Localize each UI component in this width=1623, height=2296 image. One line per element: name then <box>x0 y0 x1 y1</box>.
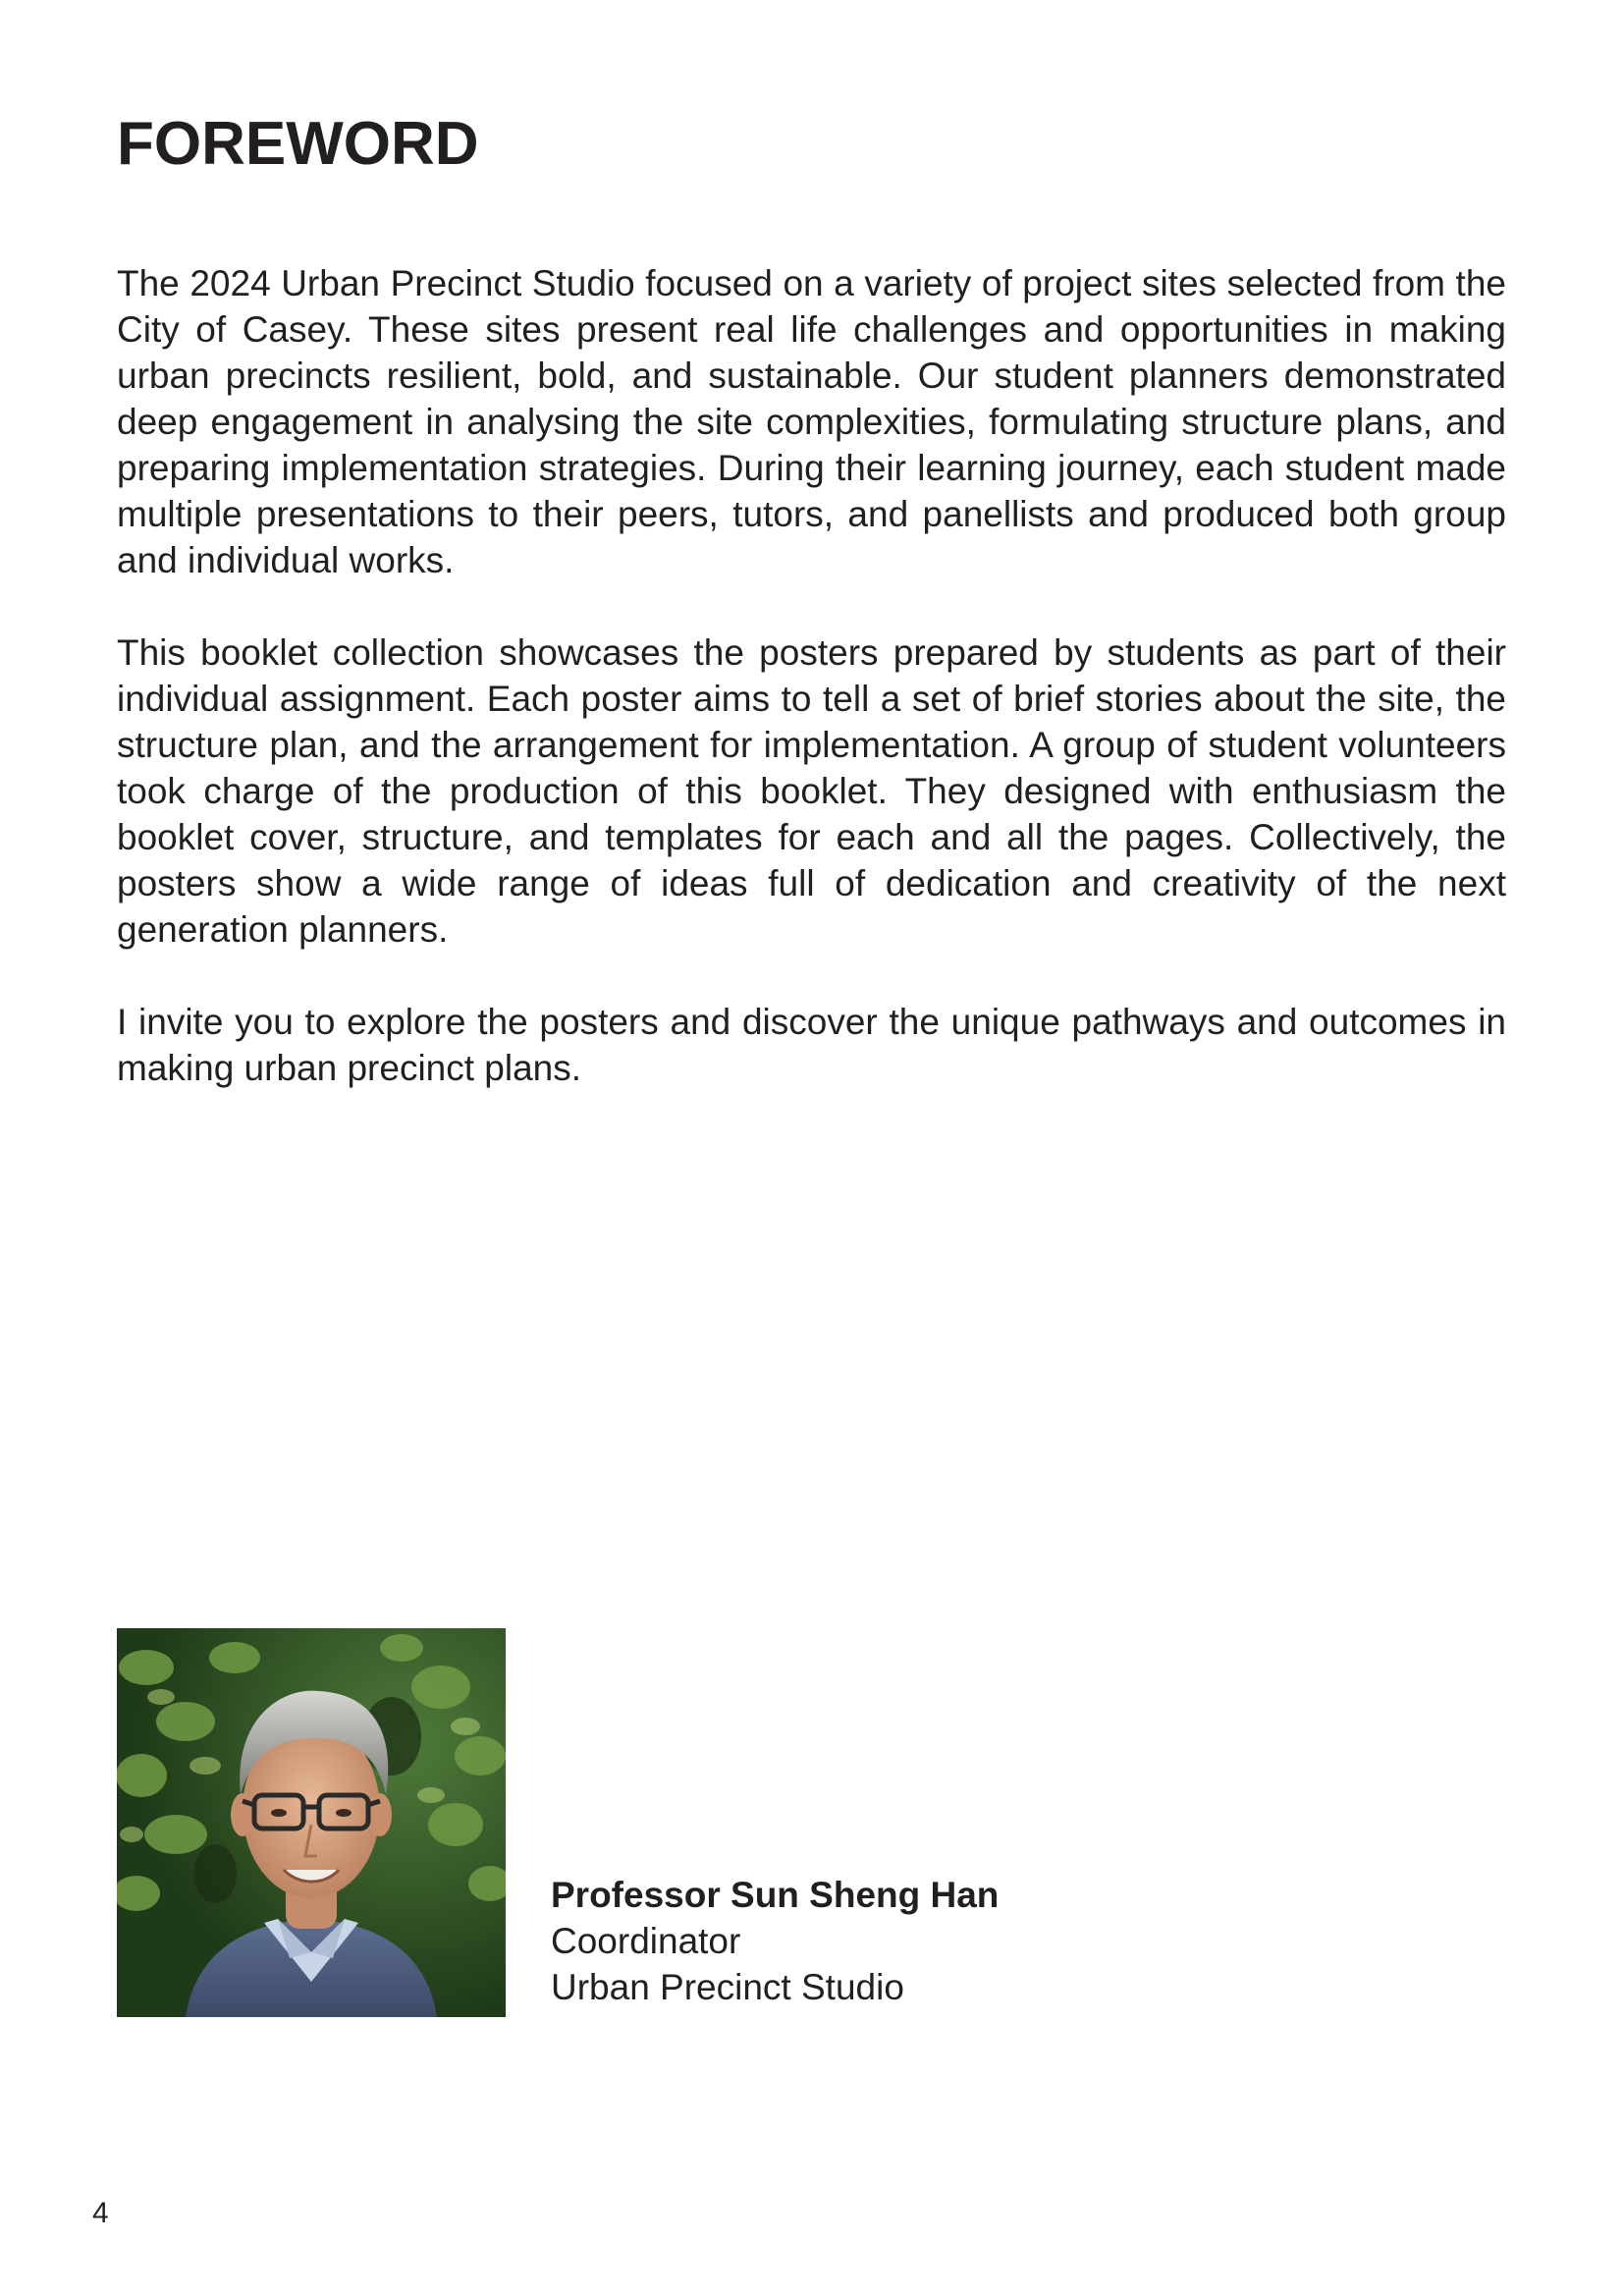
paragraph-3: I invite you to explore the posters and discover the unique pathways and outcomes in making urban precinct plans. <box>117 1002 1506 1088</box>
page-title: FOREWORD <box>117 110 479 178</box>
author-name: Professor Sun Sheng Han <box>551 1875 1000 1915</box>
author-organization: Urban Precinct Studio <box>551 1967 904 2007</box>
page-number: 4 <box>92 2197 109 2229</box>
signature-block <box>551 1872 999 2010</box>
author-portrait-photo <box>117 1628 506 2017</box>
foreword-body <box>117 260 1506 1137</box>
author-role: Coordinator <box>551 1921 741 1961</box>
paragraph-2: This booklet collection showcases the posters prepared by students as part of their individual assignment. Each poster aims to tell a set of brief stories about the site, the structure plan, and the arrangement for implementation. A group of student volunteers took charge of the production of this booklet. They designed with enthusiasm the booklet cover, structure, and templates for each and all the pages. Collectively, the posters show a wide range of ideas full of dedication and creativity of the next generation planners. <box>117 632 1506 950</box>
paragraph-1: The 2024 Urban Precinct Studio focused on a variety of project sites selected from the City of Casey. These sites present real life challenges and opportunities in making urban precincts resilient, bold, and sustainable. Our student planners demonstrated deep engagement in analysing the site complexities, formulating structure plans, and preparing implementation strategies. During their learning journey, each student made multiple presentations to their peers, tutors, and panellists and produced both group and individual works. <box>117 263 1506 580</box>
